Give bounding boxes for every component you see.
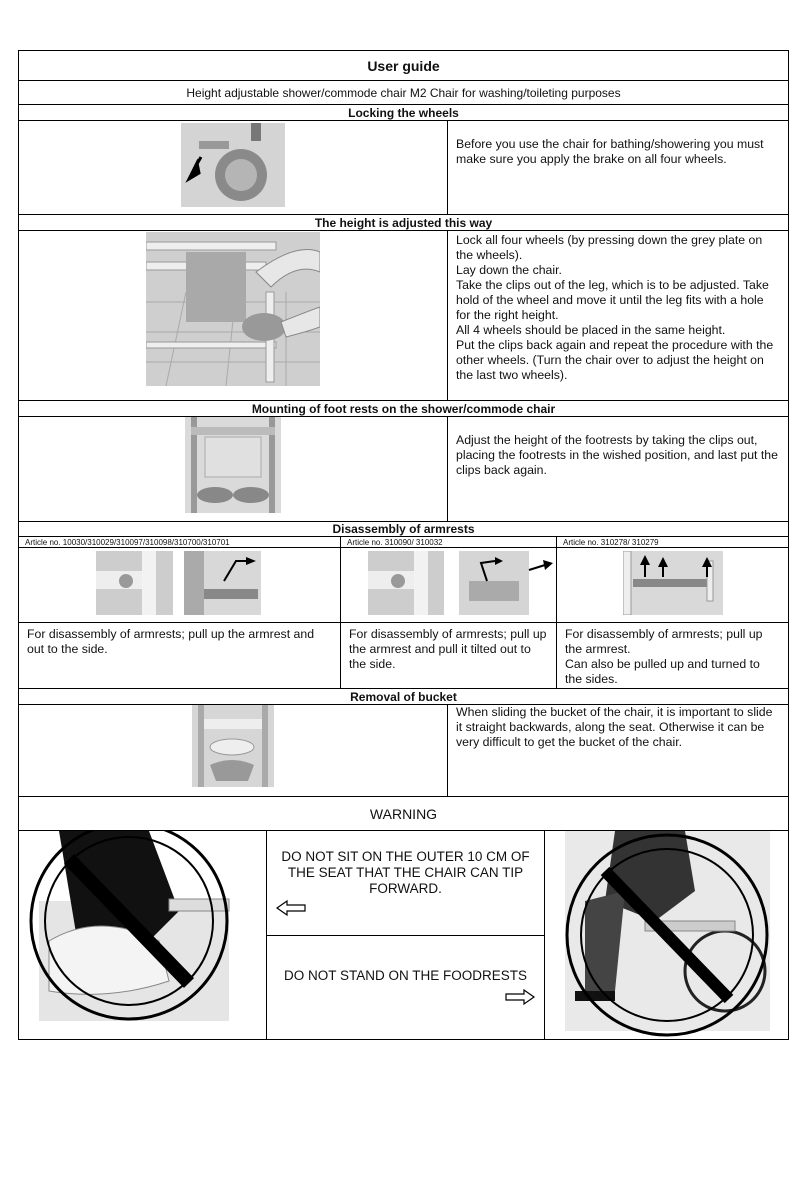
- section-wheels: [19, 121, 788, 215]
- section-heading-footrests: [19, 401, 788, 417]
- section-footrests: [19, 417, 788, 522]
- arrow-right-icon: [527, 560, 553, 574]
- armrest-photo-2a: [368, 551, 444, 615]
- armrest-photo-1a: [96, 551, 173, 615]
- warning-message-2: DO NOT STAND ON THE FOODRESTS: [283, 968, 528, 983]
- article-text: Article no. 310090/ 310032: [347, 538, 443, 547]
- armrests-image-row: [19, 548, 788, 623]
- height-line-3: Take the clips out of the leg, which is to be adjusted. Take hold of the wheel and move it until the leg fits with a hole for the right height.: [456, 278, 769, 322]
- arrow-left-icon: [275, 899, 307, 917]
- warning-message-2-cell: [267, 936, 544, 1039]
- section-bucket: [19, 705, 788, 797]
- section-heading-height: [19, 215, 788, 231]
- heading-text: The height is adjusted this way: [314, 215, 493, 230]
- armrest-text-1: [19, 623, 341, 688]
- footrests-text: Adjust the height of the footrests by taking the clips out, placing the footrests in the wished position, and last put the clips back again.: [456, 433, 778, 477]
- prohibition-icon: [19, 831, 267, 1039]
- armrests-article-row: [19, 537, 788, 548]
- user-guide-document: [18, 50, 789, 1040]
- article-text: Article no. 10030/310029/310097/310098/310700/310701: [25, 538, 230, 547]
- section-heading-armrests: [19, 522, 788, 537]
- height-line-1: Lock all four wheels (by pressing down the grey plate on the wheels).: [456, 233, 763, 262]
- bucket-text: When sliding the bucket of the chair, it is important to slide it straight backwards, along the seat. Otherwise it can be very difficult to get the bucket of the chair.: [456, 705, 773, 749]
- warning-messages: [267, 831, 545, 1039]
- bucket-text-cell: [448, 705, 788, 796]
- armrest-text-2: [341, 623, 557, 688]
- warning-section: [19, 831, 788, 1039]
- armrest-images-3: [557, 548, 788, 622]
- armrest-text: For disassembly of armrests; pull up the armrest and out to the side.: [27, 627, 315, 656]
- armrest-images-1: [19, 548, 341, 622]
- height-text-cell: [448, 231, 788, 400]
- heading-text: Disassembly of armrests: [332, 522, 475, 536]
- armrest-images-2: [341, 548, 557, 622]
- warning-right-image: [545, 831, 788, 1039]
- armrest-text: For disassembly of armrests; pull up the armrest.: [565, 627, 763, 656]
- warning-left-image: [19, 831, 267, 1039]
- wheels-text-cell: [448, 121, 788, 214]
- wheel-brake-photo: [181, 123, 285, 207]
- wheels-image-cell: [19, 121, 448, 214]
- heading-text: Locking the wheels: [348, 105, 459, 120]
- warning-title-text: WARNING: [369, 805, 438, 822]
- footrests-image-cell: [19, 417, 448, 521]
- prohibition-icon: [545, 831, 790, 1039]
- section-heading-bucket: [19, 689, 788, 705]
- article-col-2: [341, 537, 557, 547]
- section-height: [19, 231, 788, 401]
- article-col-1: [19, 537, 341, 547]
- subtitle-row: [19, 81, 788, 105]
- height-adjust-photo: [146, 232, 320, 386]
- wheel-illustration: [181, 123, 285, 207]
- warning-heading: [19, 797, 788, 831]
- warning-message-1: DO NOT SIT ON THE OUTER 10 CM OF THE SEAT THAT THE CHAIR CAN TIP FORWARD.: [281, 849, 530, 896]
- warning-message-1-cell: [267, 831, 544, 936]
- armrest-text-3: [557, 623, 788, 688]
- height-line-4: All 4 wheels should be placed in the same height.: [456, 323, 726, 337]
- height-illustration: [146, 232, 320, 386]
- footrests-photo: [185, 417, 281, 513]
- armrest-photo-1b: [184, 551, 261, 615]
- footrests-illustration: [185, 417, 281, 513]
- article-text: Article no. 310278/ 310279: [563, 538, 659, 547]
- armrest-photo-2b: [459, 551, 529, 615]
- armrest-photo-3: [623, 551, 723, 615]
- height-line-5: Put the clips back again and repeat the procedure with the other wheels. (Turn the chair over to adjust the height on the last two wheels).: [456, 338, 774, 382]
- armrest-text: For disassembly of armrests; pull up the armrest and pull it tilted out to the side.: [349, 627, 547, 671]
- footrests-text-cell: [448, 417, 788, 521]
- heading-text: Mounting of foot rests on the shower/commode chair: [251, 401, 556, 416]
- height-image-cell: [19, 231, 448, 400]
- bucket-image-cell: [19, 705, 448, 796]
- title-text: User guide: [367, 57, 440, 74]
- section-heading-wheels: [19, 105, 788, 121]
- page-title: [19, 51, 788, 81]
- article-col-3: [557, 537, 788, 547]
- bucket-photo: [192, 705, 274, 787]
- arrow-right-icon: [504, 988, 536, 1006]
- armrests-text-row: [19, 623, 788, 689]
- subtitle-text: Height adjustable shower/commode chair M2 Chair for washing/toileting purposes: [186, 85, 621, 100]
- armrest-text-extra: Can also be pulled up and turned to the sides.: [565, 657, 760, 686]
- heading-text: Removal of bucket: [350, 689, 457, 704]
- wheels-text: Before you use the chair for bathing/showering you must make sure you apply the brake on all four wheels.: [456, 137, 764, 166]
- height-line-2: Lay down the chair.: [456, 263, 562, 277]
